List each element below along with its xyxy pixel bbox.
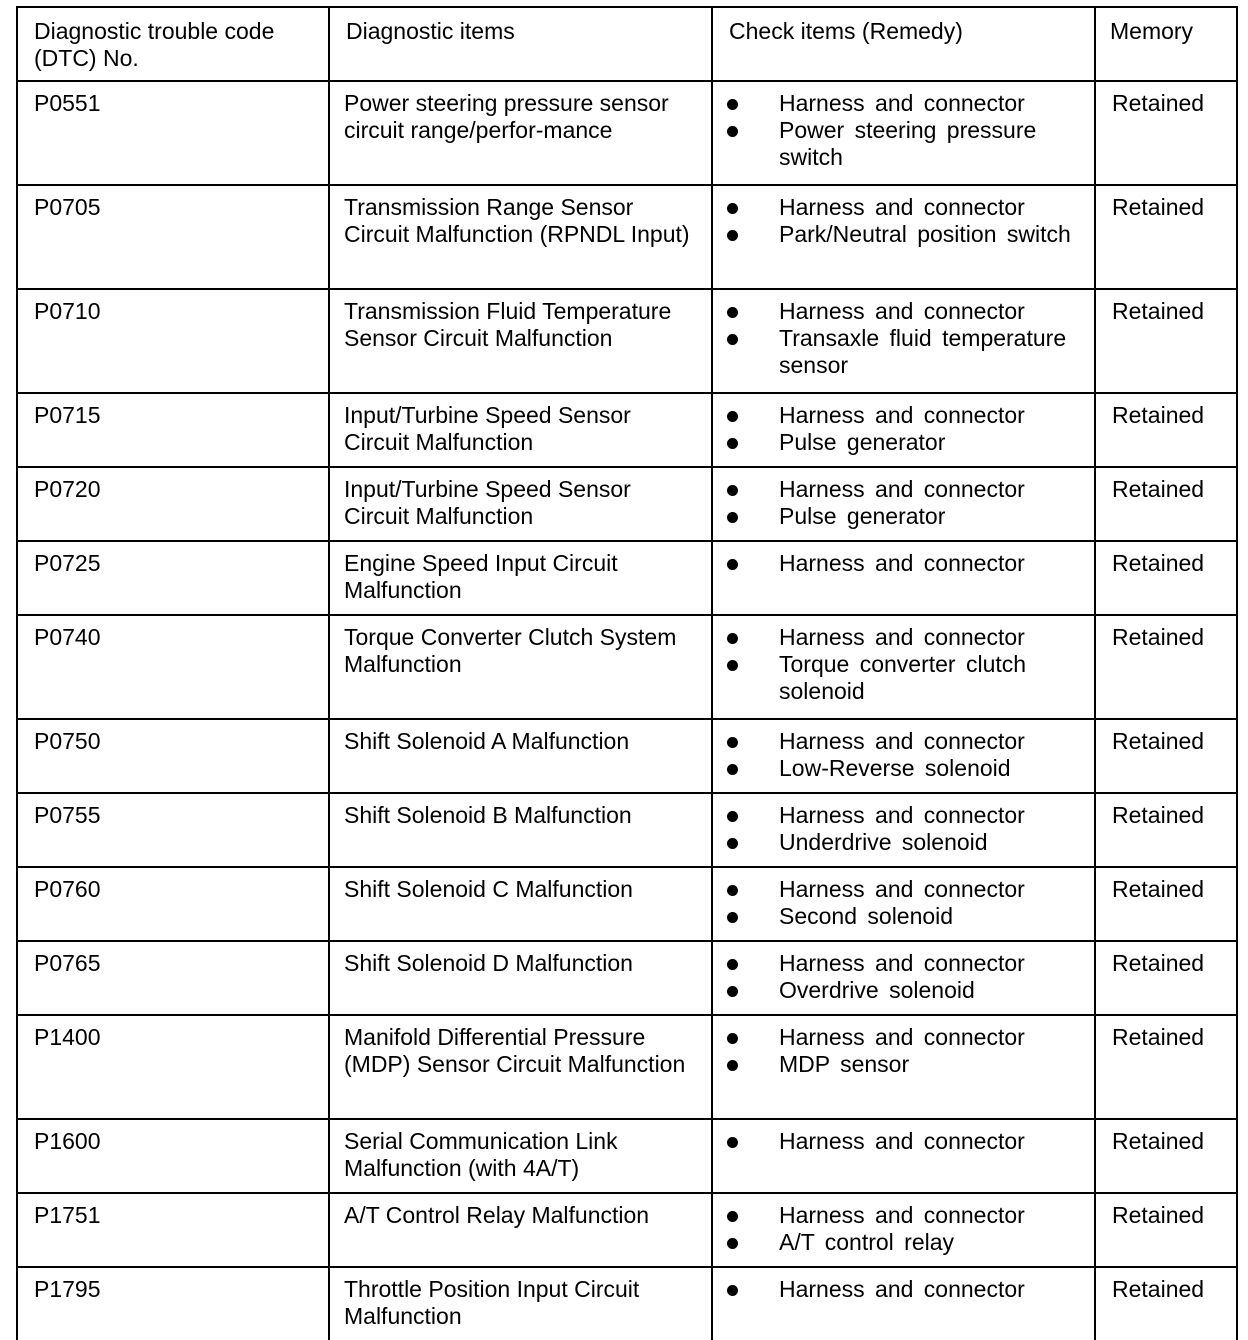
memory-cell-text: Retained — [1112, 728, 1205, 754]
memory-cell-text: Retained — [1112, 1128, 1205, 1154]
memory-cell-text: Retained — [1112, 1202, 1205, 1228]
bullet-icon — [727, 885, 738, 896]
table-row — [17, 867, 1237, 941]
diagnostic-item-cell — [329, 541, 712, 615]
check-item — [727, 429, 1082, 456]
check-item-label: Underdrive solenoid — [779, 829, 988, 855]
diagnostic-item-cell-text: Input/Turbine Speed Sensor Circuit Malfunction — [344, 402, 631, 455]
memory-cell-text: Retained — [1112, 802, 1205, 828]
check-item-label: Transaxle fluid temperature sensor — [779, 325, 1067, 378]
check-item-label: Harness and connector — [779, 624, 1025, 650]
dtc-code-cell-text: P0765 — [34, 950, 101, 976]
check-items-list — [727, 476, 1082, 530]
check-item-label: Pulse generator — [779, 503, 946, 529]
check-items-list — [727, 1276, 1082, 1303]
table-row — [17, 1267, 1237, 1340]
check-items-list — [727, 950, 1082, 1004]
check-items-cell — [712, 615, 1095, 719]
check-item — [727, 325, 1082, 379]
check-items-cell — [712, 185, 1095, 289]
check-item — [727, 1202, 1082, 1229]
diagnostic-item-cell-text: Manifold Differential Pressure (MDP) Sensor Circuit Malfunction — [344, 1024, 686, 1077]
table-row — [17, 289, 1237, 393]
diagnostic-item-cell — [329, 81, 712, 185]
check-item-label: Harness and connector — [779, 1276, 1025, 1302]
check-items-cell — [712, 541, 1095, 615]
table-row — [17, 541, 1237, 615]
bullet-icon — [727, 126, 738, 137]
check-item — [727, 503, 1082, 530]
header-check-items — [712, 7, 1095, 81]
header-diagnostic-items — [329, 7, 712, 81]
memory-cell — [1095, 289, 1237, 393]
diagnostic-item-cell-text: Transmission Fluid Temperature Sensor Circuit Malfunction — [344, 298, 672, 351]
check-items-list — [727, 1202, 1082, 1256]
check-items-list — [727, 90, 1082, 171]
diagnostic-item-cell — [329, 289, 712, 393]
memory-cell-text: Retained — [1112, 298, 1205, 324]
check-item-label: Harness and connector — [779, 402, 1025, 428]
diagnostic-item-cell-text: Input/Turbine Speed Sensor Circuit Malfunction — [344, 476, 631, 529]
dtc-code-cell-text: P0725 — [34, 550, 101, 576]
bullet-icon — [727, 411, 738, 422]
check-item — [727, 1229, 1082, 1256]
check-item — [727, 829, 1082, 856]
dtc-code-cell — [17, 1119, 329, 1193]
memory-cell-text: Retained — [1112, 402, 1205, 428]
dtc-code-cell — [17, 615, 329, 719]
dtc-code-cell — [17, 1267, 329, 1340]
check-item — [727, 90, 1082, 117]
diagnostic-item-cell-text: Shift Solenoid B Malfunction — [344, 802, 632, 828]
check-item-label: Pulse generator — [779, 429, 946, 455]
diagnostic-item-cell — [329, 719, 712, 793]
diagnostic-item-cell — [329, 941, 712, 1015]
bullet-icon — [727, 737, 738, 748]
diagnostic-item-cell-text: Shift Solenoid D Malfunction — [344, 950, 633, 976]
memory-cell — [1095, 1119, 1237, 1193]
header-memory-label: Memory — [1110, 18, 1194, 44]
check-item-label: Low-Reverse solenoid — [779, 755, 1011, 781]
dtc-code-cell — [17, 941, 329, 1015]
memory-cell-text: Retained — [1112, 1024, 1205, 1050]
check-items-list — [727, 1024, 1082, 1078]
table-header — [17, 7, 1237, 81]
bullet-icon — [727, 912, 738, 923]
bullet-icon — [727, 99, 738, 110]
bullet-icon — [727, 230, 738, 241]
memory-cell-text: Retained — [1112, 476, 1205, 502]
diagnostic-item-cell — [329, 185, 712, 289]
check-item — [727, 651, 1082, 705]
check-item-label: Harness and connector — [779, 298, 1025, 324]
dtc-code-cell — [17, 867, 329, 941]
check-items-list — [727, 1128, 1082, 1155]
check-item — [727, 802, 1082, 829]
check-item — [727, 728, 1082, 755]
bullet-icon — [727, 986, 738, 997]
memory-cell-text: Retained — [1112, 624, 1205, 650]
diagnostic-item-cell-text: Engine Speed Input Circuit Malfunction — [344, 550, 618, 603]
memory-cell-text: Retained — [1112, 876, 1205, 902]
table-body — [17, 81, 1237, 1340]
check-items-list — [727, 802, 1082, 856]
dtc-code-cell-text: P1795 — [34, 1276, 101, 1302]
check-items-cell — [712, 1267, 1095, 1340]
memory-cell — [1095, 1267, 1237, 1340]
check-item — [727, 221, 1082, 248]
table-row — [17, 615, 1237, 719]
table-row — [17, 793, 1237, 867]
check-item — [727, 1128, 1082, 1155]
check-item — [727, 194, 1082, 221]
check-item-label: Harness and connector — [779, 1024, 1025, 1050]
header-dtc-code-label: Diagnostic trouble code (DTC) No. — [34, 18, 275, 71]
dtc-code-cell — [17, 541, 329, 615]
bullet-icon — [727, 1285, 738, 1296]
header-memory — [1095, 7, 1237, 81]
table-row — [17, 185, 1237, 289]
check-item-label: Harness and connector — [779, 550, 1025, 576]
check-items-cell — [712, 1119, 1095, 1193]
check-item — [727, 950, 1082, 977]
check-items-cell — [712, 867, 1095, 941]
check-item — [727, 298, 1082, 325]
check-items-list — [727, 624, 1082, 705]
memory-cell — [1095, 467, 1237, 541]
header-check-items-label: Check items (Remedy) — [729, 18, 963, 44]
memory-cell — [1095, 941, 1237, 1015]
dtc-table — [16, 6, 1238, 1340]
dtc-code-cell — [17, 1193, 329, 1267]
bullet-icon — [727, 1238, 738, 1249]
diagnostic-item-cell-text: Transmission Range Sensor Circuit Malfunction (RPNDL Input) — [344, 194, 690, 247]
diagnostic-item-cell-text: Shift Solenoid C Malfunction — [344, 876, 633, 902]
bullet-icon — [727, 512, 738, 523]
check-item — [727, 402, 1082, 429]
bullet-icon — [727, 438, 738, 449]
bullet-icon — [727, 838, 738, 849]
diagnostic-item-cell — [329, 1193, 712, 1267]
check-item — [727, 1051, 1082, 1078]
table-row — [17, 1193, 1237, 1267]
memory-cell — [1095, 393, 1237, 467]
check-item-label: Power steering pressure switch — [779, 117, 1037, 170]
dtc-code-cell — [17, 1015, 329, 1119]
bullet-icon — [727, 559, 738, 570]
dtc-code-cell-text: P0705 — [34, 194, 101, 220]
memory-cell — [1095, 185, 1237, 289]
bullet-icon — [727, 307, 738, 318]
check-item-label: Harness and connector — [779, 90, 1025, 116]
memory-cell — [1095, 615, 1237, 719]
check-item-label: Harness and connector — [779, 728, 1025, 754]
diagnostic-item-cell-text: Power steering pressure sensor circuit range/perfor-mance — [344, 90, 669, 143]
diagnostic-item-cell — [329, 615, 712, 719]
bullet-icon — [727, 485, 738, 496]
memory-cell — [1095, 719, 1237, 793]
check-item — [727, 903, 1082, 930]
check-items-cell — [712, 81, 1095, 185]
diagnostic-item-cell — [329, 467, 712, 541]
bullet-icon — [727, 1060, 738, 1071]
check-items-list — [727, 402, 1082, 456]
memory-cell — [1095, 81, 1237, 185]
check-item — [727, 624, 1082, 651]
check-items-cell — [712, 1015, 1095, 1119]
bullet-icon — [727, 1211, 738, 1222]
check-item — [727, 977, 1082, 1004]
check-item-label: A/T control relay — [779, 1229, 955, 1255]
dtc-code-cell-text: P1400 — [34, 1024, 101, 1050]
memory-cell-text: Retained — [1112, 550, 1205, 576]
check-items-cell — [712, 467, 1095, 541]
diagnostic-item-cell — [329, 1015, 712, 1119]
dtc-code-cell-text: P0710 — [34, 298, 101, 324]
dtc-code-cell-text: P0760 — [34, 876, 101, 902]
check-item-label: Harness and connector — [779, 1128, 1025, 1154]
header-dtc-code — [17, 7, 329, 81]
table-row — [17, 81, 1237, 185]
check-items-list — [727, 194, 1082, 248]
bullet-icon — [727, 660, 738, 671]
check-item-label: MDP sensor — [779, 1051, 910, 1077]
check-items-cell — [712, 941, 1095, 1015]
bullet-icon — [727, 764, 738, 775]
memory-cell — [1095, 1015, 1237, 1119]
check-item-label: Harness and connector — [779, 876, 1025, 902]
check-item-label: Harness and connector — [779, 476, 1025, 502]
dtc-code-cell — [17, 793, 329, 867]
check-item-label: Harness and connector — [779, 194, 1025, 220]
diagnostic-item-cell — [329, 1119, 712, 1193]
dtc-code-cell-text: P0755 — [34, 802, 101, 828]
check-item — [727, 476, 1082, 503]
bullet-icon — [727, 633, 738, 644]
diagnostic-item-cell-text: Serial Communication Link Malfunction (with 4A/T) — [344, 1128, 618, 1181]
dtc-code-cell-text: P1751 — [34, 1202, 101, 1228]
header-row — [17, 7, 1237, 81]
diagnostic-item-cell — [329, 393, 712, 467]
dtc-code-cell-text: P0551 — [34, 90, 101, 116]
table-row — [17, 1119, 1237, 1193]
check-items-cell — [712, 1193, 1095, 1267]
dtc-code-cell — [17, 289, 329, 393]
table-row — [17, 467, 1237, 541]
check-item — [727, 755, 1082, 782]
dtc-code-cell-text: P1600 — [34, 1128, 101, 1154]
check-item-label: Harness and connector — [779, 950, 1025, 976]
diagnostic-item-cell — [329, 793, 712, 867]
check-item-label: Overdrive solenoid — [779, 977, 975, 1003]
dtc-code-cell-text: P0740 — [34, 624, 101, 650]
table-row — [17, 719, 1237, 793]
check-item-label: Harness and connector — [779, 1202, 1025, 1228]
table-row — [17, 941, 1237, 1015]
dtc-code-cell-text: P0750 — [34, 728, 101, 754]
check-items-cell — [712, 393, 1095, 467]
bullet-icon — [727, 811, 738, 822]
check-items-cell — [712, 719, 1095, 793]
diagnostic-item-cell — [329, 1267, 712, 1340]
memory-cell — [1095, 793, 1237, 867]
dtc-code-cell-text: P0715 — [34, 402, 101, 428]
diagnostic-item-cell — [329, 867, 712, 941]
bullet-icon — [727, 334, 738, 345]
check-item-label: Harness and connector — [779, 802, 1025, 828]
check-item — [727, 876, 1082, 903]
diagnostic-item-cell-text: Throttle Position Input Circuit Malfunction — [344, 1276, 640, 1329]
check-items-cell — [712, 793, 1095, 867]
table-row — [17, 1015, 1237, 1119]
dtc-code-cell — [17, 719, 329, 793]
diagnostic-item-cell-text: A/T Control Relay Malfunction — [344, 1202, 650, 1228]
table-row — [17, 393, 1237, 467]
dtc-code-cell — [17, 393, 329, 467]
memory-cell — [1095, 867, 1237, 941]
check-item — [727, 550, 1082, 577]
memory-cell-text: Retained — [1112, 1276, 1205, 1302]
dtc-code-cell — [17, 185, 329, 289]
check-item-label: Torque converter clutch solenoid — [779, 651, 1027, 704]
memory-cell — [1095, 1193, 1237, 1267]
check-items-list — [727, 550, 1082, 577]
bullet-icon — [727, 203, 738, 214]
bullet-icon — [727, 1137, 738, 1148]
check-items-list — [727, 728, 1082, 782]
check-item-label: Park/Neutral position switch — [779, 221, 1071, 247]
check-items-list — [727, 298, 1082, 379]
diagnostic-item-cell-text: Shift Solenoid A Malfunction — [344, 728, 630, 754]
memory-cell-text: Retained — [1112, 194, 1205, 220]
bullet-icon — [727, 959, 738, 970]
check-item-label: Second solenoid — [779, 903, 954, 929]
check-items-list — [727, 876, 1082, 930]
memory-cell-text: Retained — [1112, 950, 1205, 976]
dtc-code-cell — [17, 467, 329, 541]
dtc-code-cell — [17, 81, 329, 185]
check-item — [727, 117, 1082, 171]
check-item — [727, 1276, 1082, 1303]
memory-cell-text: Retained — [1112, 90, 1205, 116]
header-diagnostic-items-label: Diagnostic items — [346, 18, 515, 44]
diagnostic-item-cell-text: Torque Converter Clutch System Malfunction — [344, 624, 677, 677]
dtc-code-cell-text: P0720 — [34, 476, 101, 502]
check-items-cell — [712, 289, 1095, 393]
bullet-icon — [727, 1033, 738, 1044]
check-item — [727, 1024, 1082, 1051]
memory-cell — [1095, 541, 1237, 615]
